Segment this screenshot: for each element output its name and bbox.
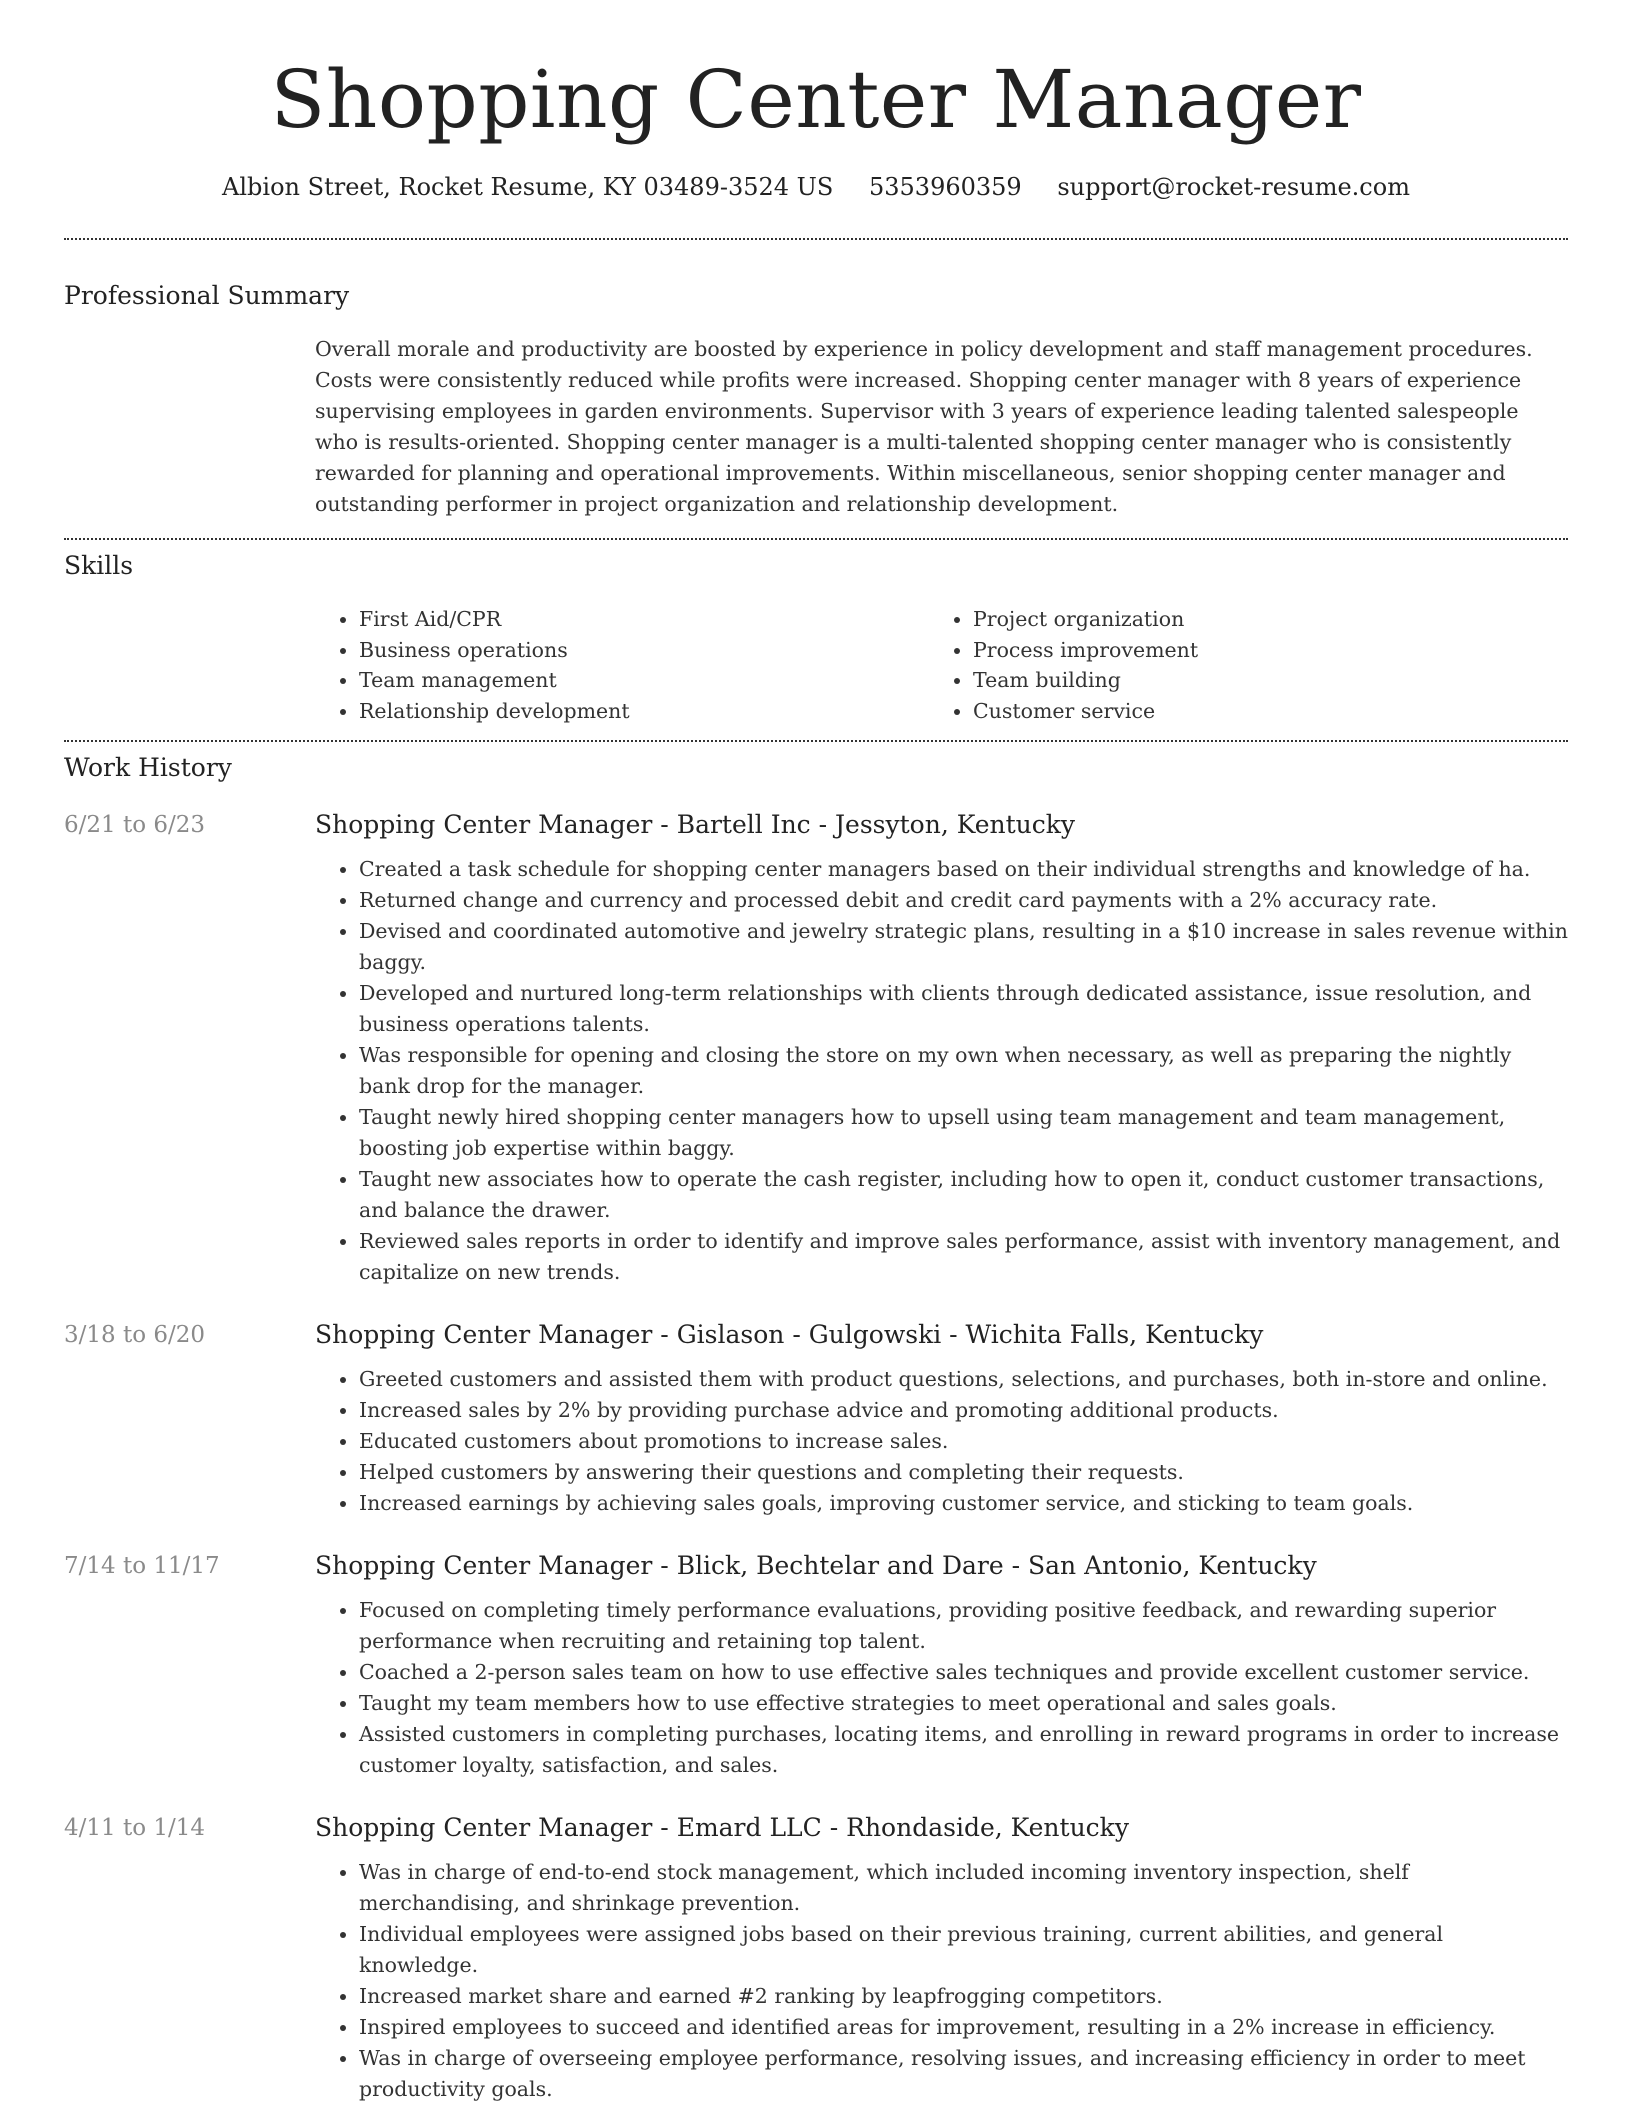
job-bullet: • Taught my team members how to use effective strategies to meet operational and sales goals. bbox=[359, 1688, 1568, 1719]
job-bullet: • Increased market share and earned #2 ranking by leapfrogging competitors. bbox=[359, 1981, 1568, 2012]
skills-list-left bbox=[315, 604, 929, 726]
job-bullet: • Coached a 2-person sales team on how to use effective sales techniques and provide excellent customer service. bbox=[359, 1657, 1568, 1688]
job-body bbox=[315, 1811, 1568, 2105]
skill-item: • Relationship development bbox=[359, 696, 929, 727]
job-bullet: • Greeted customers and assisted them with product questions, selections, and purchases, both in-store and online. bbox=[359, 1364, 1568, 1395]
job-bullet: • Was in charge of overseeing employee performance, resolving issues, and increasing efficiency in order to meet productivity goals. bbox=[359, 2043, 1568, 2105]
job-bullet: • Created a task schedule for shopping center managers based on their individual strengths and knowledge of ha. bbox=[359, 854, 1568, 885]
job-dates: 7/14 to 11/17 bbox=[64, 1553, 220, 1579]
skill-item: • Business operations bbox=[359, 635, 929, 666]
skills-grid bbox=[315, 604, 1568, 726]
job-bullet: • Educated customers about promotions to increase sales. bbox=[359, 1426, 1568, 1457]
section-title-skills: Skills bbox=[64, 551, 134, 580]
job-bullets bbox=[315, 1364, 1568, 1519]
job-bullets bbox=[315, 1595, 1568, 1781]
summary-text: Overall morale and productivity are boosted by experience in policy development and staff management procedures. Costs were consistently reduced while profits were increased. Shopping center manager with 8 years of experience supervising employees in garden environments. Supervisor with 3 years of experience leading talented salespeople who is results-oriented. Shopping center manager is a multi-talented shopping center manager who is consistently rewarded for planning and operational improvements. Within miscellaneous, senior shopping center manager and outstanding performer in project organization and relationship development. bbox=[315, 337, 1533, 516]
section-title-summary: Professional Summary bbox=[64, 281, 350, 310]
skill-item: • Process improvement bbox=[973, 635, 1543, 666]
skill-item: • First Aid/CPR bbox=[359, 604, 929, 635]
job-entry bbox=[64, 1811, 1568, 2105]
resume-header bbox=[64, 52, 1568, 202]
skill-item: • Team management bbox=[359, 665, 929, 696]
contact-phone: 5353960359 bbox=[868, 173, 1022, 201]
job-bullet: • Devised and coordinated automotive and jewelry strategic plans, resulting in a $10 increase in sales revenue within baggy. bbox=[359, 916, 1568, 978]
job-bullet: • Increased sales by 2% by providing purchase advice and promoting additional products. bbox=[359, 1395, 1568, 1426]
job-bullet: • Taught newly hired shopping center managers how to upsell using team management and team management, boosting job expertise within baggy. bbox=[359, 1102, 1568, 1164]
job-title: Shopping Center Manager - Emard LLC - Rhondaside, Kentucky bbox=[315, 1813, 1129, 1842]
skills-section bbox=[64, 540, 1568, 740]
job-title: Shopping Center Manager - Bartell Inc - Jessyton, Kentucky bbox=[315, 810, 1076, 839]
job-dates: 3/18 to 6/20 bbox=[64, 1322, 206, 1348]
job-entry bbox=[64, 1318, 1568, 1519]
job-bullet: • Was in charge of end-to-end stock management, which included incoming inventory inspection, shelf merchandising, and shrinkage prevention. bbox=[359, 1857, 1568, 1919]
job-bullet: • Assisted customers in completing purchases, locating items, and enrolling in reward programs in order to increase customer loyalty, satisfaction, and sales. bbox=[359, 1719, 1568, 1781]
job-bullets bbox=[315, 1857, 1568, 2105]
job-bullet: • Developed and nurtured long-term relationships with clients through dedicated assistance, issue resolution, and business operations talents. bbox=[359, 978, 1568, 1040]
contact-line bbox=[64, 172, 1568, 202]
job-bullet: • Increased earnings by achieving sales goals, improving customer service, and sticking to team goals. bbox=[359, 1488, 1568, 1519]
skill-item: • Team building bbox=[973, 665, 1543, 696]
job-entry bbox=[64, 808, 1568, 1288]
job-bullet: • Inspired employees to succeed and identified areas for improvement, resulting in a 2% increase in efficiency. bbox=[359, 2012, 1568, 2043]
section-title-work: Work History bbox=[64, 753, 232, 782]
skills-list-right bbox=[929, 604, 1543, 726]
job-title: Shopping Center Manager - Gislason - Gulgowski - Wichita Falls, Kentucky bbox=[315, 1320, 1264, 1349]
work-history-section bbox=[64, 742, 1568, 2105]
job-bullet: • Reviewed sales reports in order to identify and improve sales performance, assist with inventory management, and capitalize on new trends. bbox=[359, 1226, 1568, 1288]
skill-item: • Project organization bbox=[973, 604, 1543, 635]
job-bullet: • Individual employees were assigned jobs based on their previous training, current abilities, and general knowledge. bbox=[359, 1919, 1568, 1981]
job-bullet: • Returned change and currency and processed debit and credit card payments with a 2% accuracy rate. bbox=[359, 885, 1568, 916]
job-body bbox=[315, 808, 1568, 1288]
professional-summary-section bbox=[64, 240, 1568, 538]
job-bullet: • Taught new associates how to operate the cash register, including how to open it, conduct customer transactions, and balance the drawer. bbox=[359, 1164, 1568, 1226]
job-bullet: • Helped customers by answering their questions and completing their requests. bbox=[359, 1457, 1568, 1488]
job-dates: 4/11 to 1/14 bbox=[64, 1815, 206, 1841]
job-dates: 6/21 to 6/23 bbox=[64, 812, 206, 838]
job-bullet: • Was responsible for opening and closing the store on my own when necessary, as well as preparing the nightly bank drop for the manager. bbox=[359, 1040, 1568, 1102]
job-body bbox=[315, 1318, 1568, 1519]
contact-address: Albion Street, Rocket Resume, KY 03489-3524 US bbox=[222, 173, 834, 201]
job-bullet: • Focused on completing timely performance evaluations, providing positive feedback, and rewarding superior performance when recruiting and retaining top talent. bbox=[359, 1595, 1568, 1657]
candidate-name: Shopping Center Manager bbox=[270, 53, 1362, 146]
job-bullets bbox=[315, 854, 1568, 1288]
job-body bbox=[315, 1549, 1568, 1781]
skill-item: • Customer service bbox=[973, 696, 1543, 727]
contact-email: support@rocket-resume.com bbox=[1057, 173, 1410, 201]
job-entry bbox=[64, 1549, 1568, 1781]
job-title: Shopping Center Manager - Blick, Bechtelar and Dare - San Antonio, Kentucky bbox=[315, 1551, 1317, 1580]
